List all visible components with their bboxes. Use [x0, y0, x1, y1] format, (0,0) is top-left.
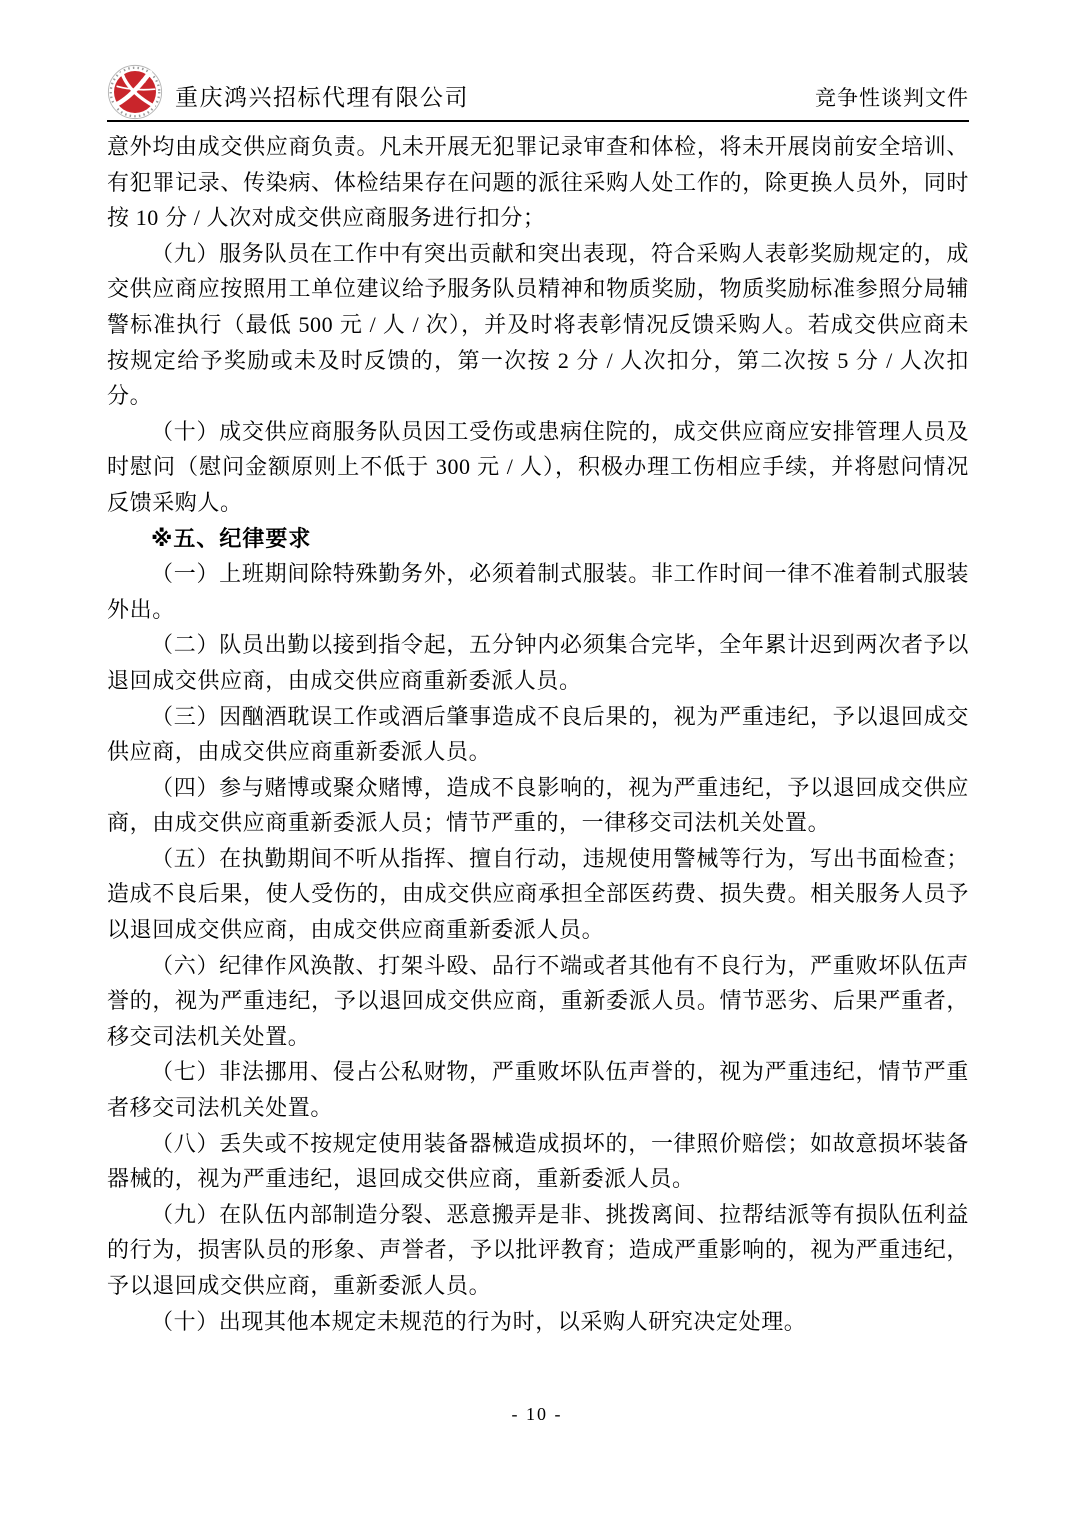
paragraph-rule-4: （四）参与赌博或聚众赌博，造成不良影响的，视为严重违纪，予以退回成交供应商，由成交供应商重新委派人员；情节严重的，一律移交司法机关处置。: [107, 774, 969, 836]
paragraph-rule-1: （一）上班期间除特殊勤务外，必须着制式服装。非工作时间一律不准着制式服装外出。: [107, 561, 969, 622]
document-type-label: 竞争性谈判文件: [815, 86, 969, 110]
svg-text:★: ★: [140, 75, 148, 85]
paragraph-rule-5: （五）在执勤期间不听从指挥、擅自行动，违规使用警械等行为，写出书面检查；造成不良后果，使人受伤的，由成交供应商承担全部医药费、损失费。相关服务人员予以退回成交供应商，由成交供应商重新委派人员。: [107, 845, 969, 943]
paragraph-rule-8: （八）丢失或不按规定使用装备器械造成损坏的，一律照价赔偿；如故意损坏装备器械的，视为严重违纪，退回成交供应商，重新委派人员。: [107, 1130, 969, 1192]
paragraph-rule-7: （七）非法挪用、侵占公私财物，严重败坏队伍声誉的，视为严重违纪，情节严重者移交司法机关处置。: [107, 1059, 969, 1121]
paragraph-continued: 意外均由成交供应商负责。凡未开展无犯罪记录审查和体检，将未开展岗前安全培训、有犯罪记录、传染病、体检结果存在问题的派往采购人处工作的，除更换人员外，同时按 10 分 / 人次对成交供应商服务进行扣分；: [107, 134, 969, 231]
paragraph-rule-6: （六）纪律作风涣散、打架斗殴、品行不端或者其他有不良行为，严重败坏队伍声誉的，视为严重违纪，予以退回成交供应商，重新委派人员。情节恶劣、后果严重者，移交司法机关处置。: [107, 952, 969, 1049]
paragraph-rule-10: （十）出现其他本规定未规范的行为时，以采购人研究决定处理。: [151, 1308, 807, 1334]
page-header: [107, 58, 969, 122]
section-heading-discipline: ※五、纪律要求: [151, 525, 312, 551]
paragraph-rule-3: （三）因酗酒耽误工作或酒后肇事造成不良后果的，视为严重违纪，予以退回成交供应商，由成交供应商重新委派人员。: [107, 703, 969, 765]
company-name: 重庆鸿兴招标代理有限公司: [175, 85, 469, 110]
company-logo-icon: [107, 64, 163, 120]
paragraph-rule-9: （九）在队伍内部制造分裂、恶意搬弄是非、挑拨离间、拉帮结派等有损队伍利益的行为，损害队员的形象、声誉者，予以批评教育；造成严重影响的，视为严重违纪，予以退回成交供应商，重新委派人员。: [107, 1201, 969, 1298]
paragraph-item-9: （九）服务队员在工作中有突出贡献和突出表现，符合采购人表彰奖励规定的，成交供应商应按照用工单位建议给予服务队员精神和物质奖励，物质奖励标准参照分局辅警标准执行（最低 500 元 / 人 / 次），并及时将表彰情况反馈采购人。若成交供应商未按规定给予奖励或未及时反馈的，第一次按 2 分 / 人次扣分，第二次按 5 分 / 人次扣分。: [107, 240, 969, 409]
page-footer: [0, 1404, 1074, 1425]
paragraph-item-10: （十）成交供应商服务队员因工受伤或患病住院的，成交供应商应安排管理人员及时慰问（慰问金额原则上不低于 300 元 / 人），积极办理工伤相应手续，并将慰问情况反馈采购人。: [107, 418, 969, 515]
paragraph-rule-2: （二）队员出勤以接到指令起，五分钟内必须集合完毕，全年累计迟到两次者予以退回成交供应商，由成交供应商重新委派人员。: [107, 632, 969, 693]
page-number: - 10 -: [511, 1404, 563, 1424]
document-body: [107, 129, 969, 1339]
header-left: [107, 64, 469, 120]
